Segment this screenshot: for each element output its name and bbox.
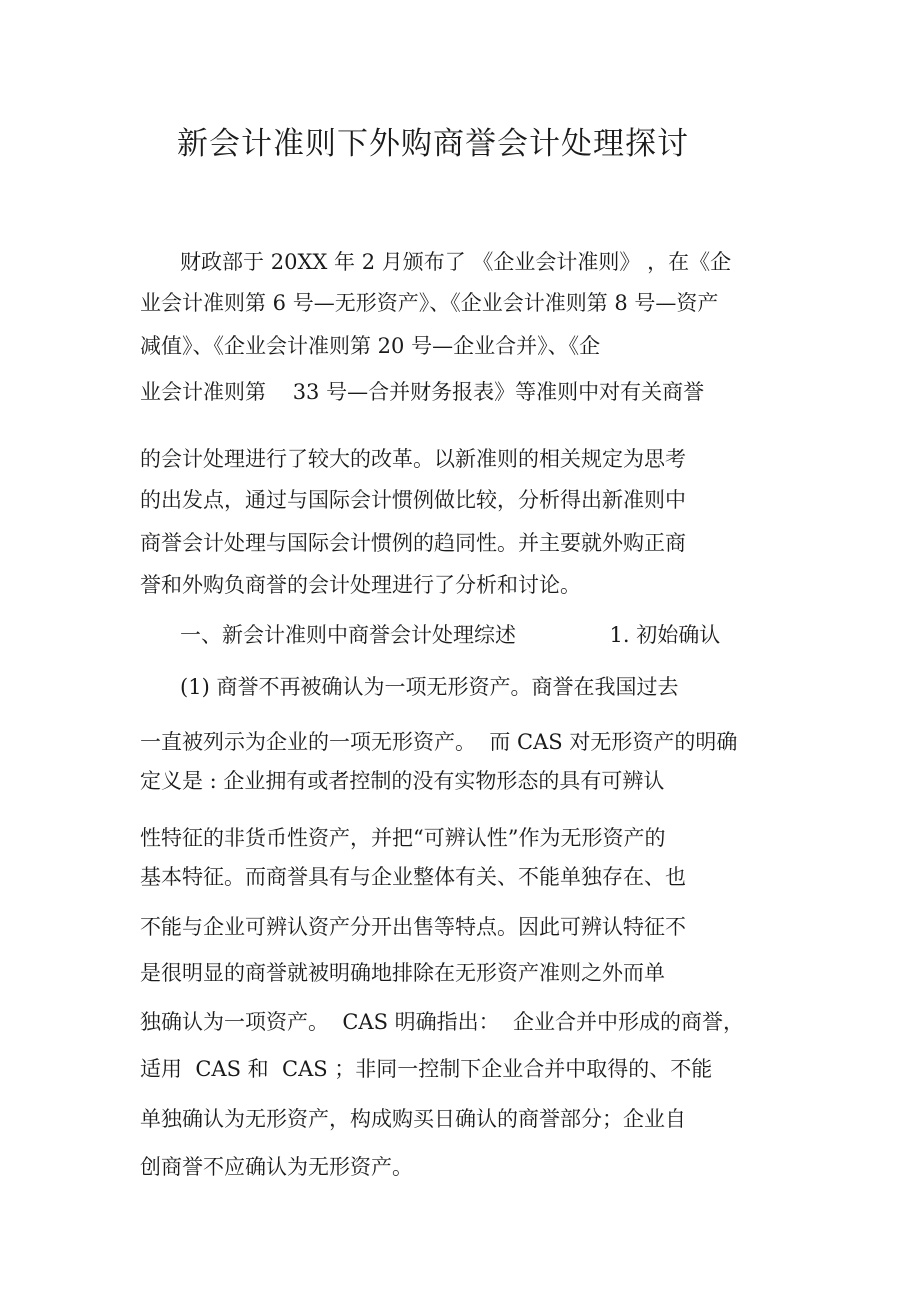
- paragraph-line: (1) 商誉不再被确认为一项无形资产。商誉在我国过去: [140, 675, 679, 699]
- paragraph-line: 独确认为一项资产。 CAS 明确指出： 企业合并中形成的商誉，: [140, 1010, 744, 1034]
- section-heading-line: 一、新会计准则中商誉会计处理综述 1. 初始确认: [140, 623, 721, 647]
- paragraph-line: 的出发点，通过与国际会计惯例做比较，分析得出新准则中: [140, 488, 686, 512]
- paragraph-line: 是很明显的商誉就被明确地排除在无形资产准则之外而单: [140, 961, 665, 985]
- paragraph-line: 财政部于 20XX 年 2 月颁布了 《企业会计准则》 ，在《企: [140, 250, 732, 274]
- paragraph-line: 不能与企业可辨认资产分开出售等特点。因此可辨认特征不: [140, 915, 686, 939]
- paragraph-line: 业会计准则第 33 号—合并财务报表》等准则中对有关商誉: [140, 380, 705, 404]
- paragraph-line: 基本特征。而商誉具有与企业整体有关、不能单独存在、也: [140, 865, 686, 889]
- paragraph-line: 一直被列示为企业的一项无形资产。 而 CAS 对无形资产的明确: [140, 730, 738, 754]
- paragraph-line: 定义是 : 企业拥有或者控制的没有实物形态的具有可辨认: [140, 769, 665, 793]
- document-title: 新会计准则下外购商誉会计处理探讨: [177, 126, 689, 162]
- paragraph-line: 的会计处理进行了较大的改革。以新准则的相关规定为思考: [140, 447, 686, 471]
- paragraph-line: 业会计准则第 6 号—无形资产》、《企业会计准则第 8 号—资产: [140, 291, 719, 315]
- paragraph-line: 誉和外购负商誉的会计处理进行了分析和讨论。: [140, 573, 581, 597]
- paragraph-line: 创商誉不应确认为无形资产。: [140, 1155, 413, 1179]
- paragraph-line: 单独确认为无形资产，构成购买日确认的商誉部分；企业自: [140, 1107, 686, 1131]
- paragraph-line: 减值》、《企业会计准则第 20 号—企业合并》、《企: [140, 334, 601, 358]
- paragraph-line: 适用 CAS 和 CAS ；非同一控制下企业合并中取得的、不能: [140, 1057, 713, 1081]
- paragraph-line: 商誉会计处理与国际会计惯例的趋同性。并主要就外购正商: [140, 531, 686, 555]
- paragraph-line: 性特征的非货币性资产，并把“可辨认性”作为无形资产的: [140, 826, 666, 850]
